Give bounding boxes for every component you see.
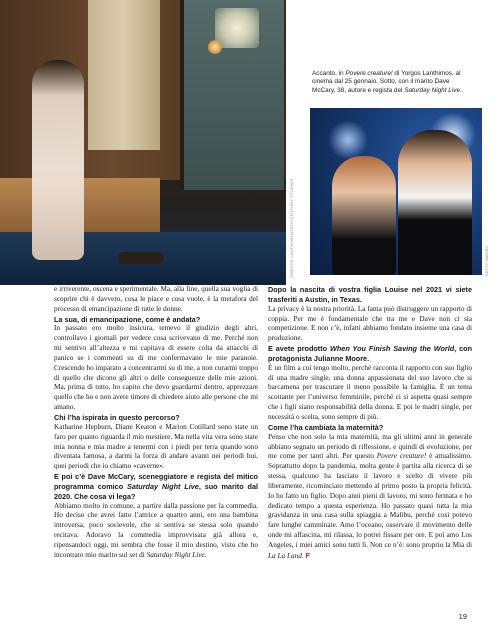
- caption-text: Accanto, in: [312, 70, 346, 77]
- interview-question: [54, 413, 258, 423]
- question-text: When You Finish Saving the World: [330, 344, 455, 354]
- question-text: E avete prodotto: [268, 344, 331, 354]
- main-photo: [0, 0, 286, 285]
- side-photo: [310, 108, 482, 275]
- answer-text: Saturday Night Live: [146, 550, 205, 559]
- interview-answer: [54, 502, 258, 561]
- interview-question: [268, 285, 472, 305]
- photo-figure: [32, 60, 84, 260]
- article-column-left: [54, 285, 258, 561]
- question-text: Saturday Night Live: [127, 481, 199, 491]
- question-text: , con protagonista Julianne Moore.: [268, 344, 473, 363]
- answer-text: Katharine Hepburn, Diane Keaton e Marion Cotillard sono state un faro per quanto riguarda il mio mestiere. Ma nella vita vera sono state mia nonna e mia madre a tenermi con i piedi per terra quando sono diventata famosa, a darmi la forza di andare avanti nei periodi bui, quei periodi che io chiamo «caverne».: [54, 422, 258, 471]
- answer-text: Povere creature!: [376, 452, 427, 461]
- answer-text: Penso che non solo la mia maternità, ma gli ultimi anni in generale abbiano segnato un periodo di riflessione, e quindi di evoluzione, per me come per tanti altri. Per questo: [268, 432, 472, 461]
- photo-man: [398, 130, 472, 275]
- end-mark: F: [305, 550, 310, 560]
- interview-answer: [54, 324, 258, 413]
- interview-answer: [268, 364, 472, 423]
- interview-question: [54, 472, 258, 502]
- interview-answer: [268, 305, 472, 344]
- answer-text: è attualissimo. Soprattutto dopo la pandemia, molta gente è partita alla ricerca di se stessa, qualcuno ha lasciato il lavoro e scelto di vivere più liberamente, ricominciato mettendo al primo posto la propria felicità. Io ho fatto un figlio. Dopo anni pieni di lavoro, mi sono fermata e ho dedicato tempo a questa esperienza. Ho passato quasi tutta la mia gravidanza in una casa sulla spiaggia a Malibu, perché così potevo fare lunghe camminate. Amo l’oceano, osservare il movimento delle onde mi affascina, mi rilassa, lo potrei fissare per ore. E poi amo Los Angeles, i miei amici sono tutti lì. Non ce n’è: sono proprio la Mia di: [268, 452, 472, 549]
- question-text: Chi l’ha ispirata in questo percorso?: [54, 412, 180, 422]
- question-text: La sua, di emancipazione, come è andata?: [54, 314, 201, 324]
- photo-window: [215, 8, 259, 48]
- photo-caption: [312, 70, 472, 95]
- answer-text: .: [301, 551, 306, 560]
- answer-text: e irriverente, oscena e sperimentale. Ma, alla fine, quella sua voglia di scoprire chi è davvero, cosa le piace e cosa vuole, è la metafora del processo di emancipazione di tutte le donne.: [54, 285, 258, 313]
- main-photo-credit: YORGOS LANTHIMOS/20TH CENTURY STUDIOS: [289, 178, 294, 278]
- photo-bokeh: [328, 120, 368, 160]
- interview-answer: [54, 423, 258, 472]
- answer-text: La La Land: [268, 551, 302, 560]
- interview-question: [54, 315, 258, 325]
- answer-text: La privacy è la nostra priorità. La fama può distruggere un rapporto di coppia. Per me è fondamentale che tra me e Dave non ci sia competizione. E non c’è, infatti abbiamo fondato insieme una casa di produzione.: [268, 304, 472, 343]
- photo-lamp: [208, 40, 222, 54]
- question-text: , suo marito dal 2020. Che cosa vi lega?: [54, 481, 258, 501]
- answer-text: .: [204, 550, 207, 559]
- photo-curtain: [88, 0, 160, 150]
- answer-text: In passato ero molto insicura, temevo il giudizio degli altri, controllavo i giornali per vedere cosa scrivevano di me. Perché non mi sentivo all’altezza e mi capitava di essere colta da attacchi di panico se i commenti su di me confermavano le mie paranoie. Crescendo ho imparato a concentrarmi su di me, a non curarmi troppo di quello che dicono gli altri o delle conseguenze delle mie azioni. Ma, prima di tutto, ho capito che devo guardarmi dentro, apprezzare quello che ho e non avere timore di chiedere aiuto alle persone che mi amano.: [54, 324, 258, 412]
- answer-text: È un film a cui tengo molto, perché racconta il rapporto con suo figlio di una madre single, una donna appassionata del suo lavoro che si barcamena per trascurare il meno possibile la famiglia. È un tema scottante per l’universo femminile, perché ci si aspetta quasi sempre che i figli siano responsabilità della donna. E poi le madri single, per necessità o scelta, sono sempre di più.: [268, 363, 472, 421]
- interview-question: [268, 423, 472, 433]
- article-column-right: [268, 285, 472, 562]
- caption-text: Saturday Night Live: [404, 86, 461, 94]
- side-photo-credit: GETTY IMAGES: [484, 246, 489, 276]
- question-text: E poi c’è Dave McCary, sceneggiatore e regista del mitico programma comico: [54, 472, 258, 491]
- caption-text: di Yorgos Lanthimos, al cinema dal 25 gennaio. Sotto, con il marito Dave McCary, 38, autore e regista del: [312, 70, 461, 94]
- page-number: 19: [458, 612, 467, 621]
- photo-woman: [332, 156, 396, 275]
- interview-answer: [54, 285, 258, 315]
- question-text: Come l’ha cambiata la maternità?: [268, 422, 384, 432]
- answer-text: Abbiamo molto in comune, a partire dalla passione per la commedia. Ho deciso che avrei fatto l’attrice a quattro anni, ero una bambina introversa, poco socievole, che si sentiva se stessa solo quando recitava. Adoravo la commedia improvvisata già allora e, ripensandoci oggi, mi sembra che fosse il mio destino, visto che ho incontrato mio marito sul set di: [54, 501, 258, 559]
- question-text: Dopo la nascita di vostra figlia Louise nel 2021 vi siete trasferiti a Austin, in Texas.: [268, 285, 472, 304]
- interview-answer: [268, 433, 472, 562]
- interview-question: [268, 344, 472, 364]
- photo-shoes: [118, 252, 164, 264]
- caption-text: Povere creature!: [345, 70, 393, 77]
- caption-text: .: [460, 86, 462, 94]
